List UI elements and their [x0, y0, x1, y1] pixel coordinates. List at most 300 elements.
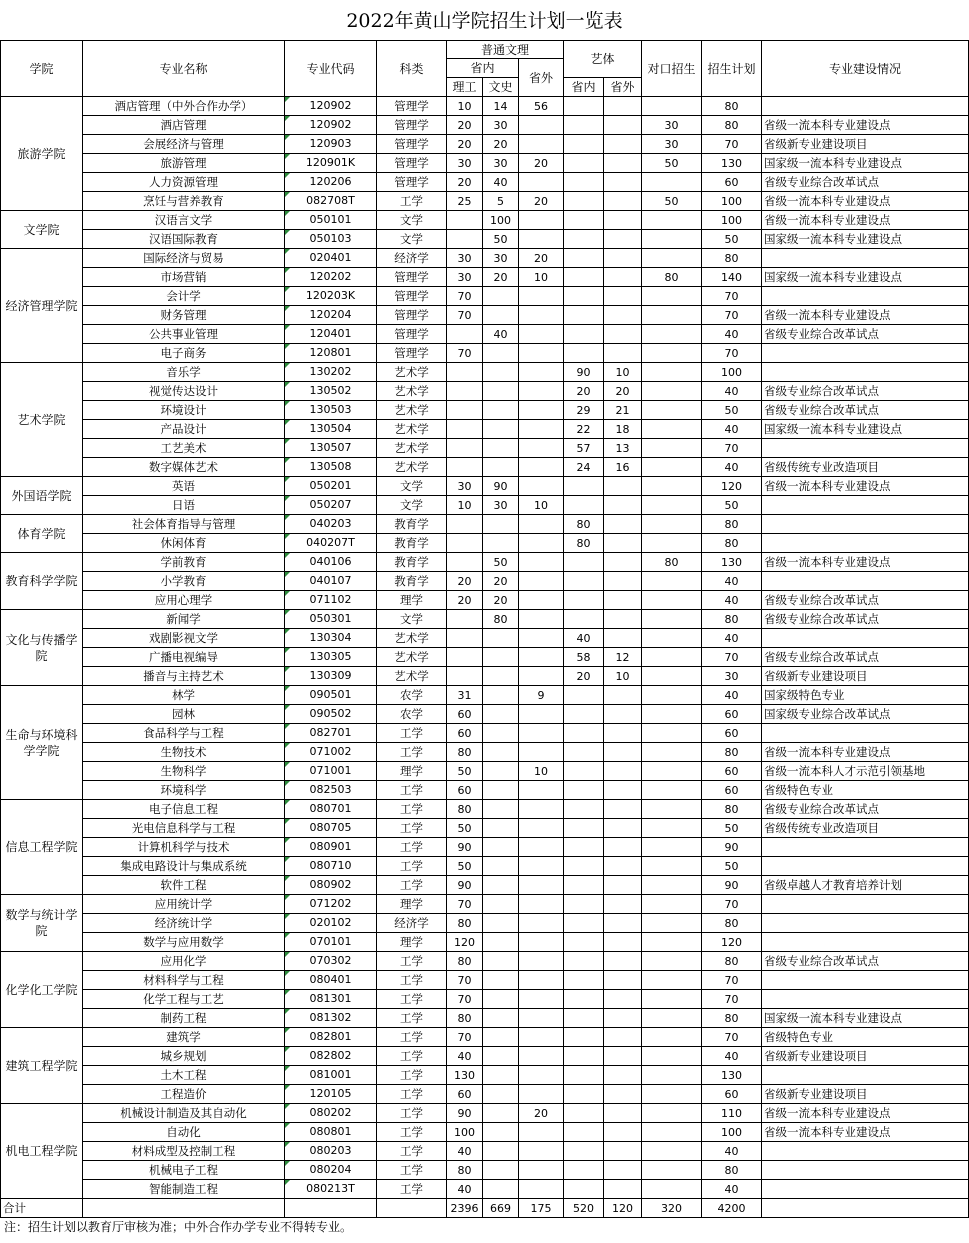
duikou-cell — [642, 1180, 702, 1199]
construction-cell — [762, 97, 969, 116]
construction-cell: 省级卓越人才教育培养计划 — [762, 876, 969, 895]
art-inprov-cell — [564, 800, 604, 819]
category-cell: 农学 — [377, 686, 447, 705]
major-cell: 财务管理 — [83, 306, 285, 325]
plan-cell: 80 — [702, 914, 762, 933]
outprov-cell — [519, 952, 564, 971]
major-cell: 生物科学 — [83, 762, 285, 781]
outprov-cell — [519, 971, 564, 990]
arts-cell — [483, 743, 519, 762]
art-inprov-cell — [564, 933, 604, 952]
duikou-cell — [642, 211, 702, 230]
category-cell: 艺术学 — [377, 648, 447, 667]
art-inprov-cell — [564, 743, 604, 762]
construction-cell — [762, 534, 969, 553]
major-cell: 工艺美术 — [83, 439, 285, 458]
category-cell: 管理学 — [377, 287, 447, 306]
code-cell: 080213T — [285, 1180, 377, 1199]
arts-cell: 30 — [483, 496, 519, 515]
arts-cell — [483, 363, 519, 382]
duikou-cell — [642, 990, 702, 1009]
art-outprov-cell — [604, 97, 642, 116]
arts-cell — [483, 382, 519, 401]
outprov-cell — [519, 1142, 564, 1161]
art-outprov-cell — [604, 515, 642, 534]
construction-cell — [762, 914, 969, 933]
header-science: 理工 — [447, 78, 483, 97]
plan-cell: 100 — [702, 363, 762, 382]
arts-cell — [483, 1161, 519, 1180]
table-row — [1, 401, 969, 420]
outprov-cell — [519, 857, 564, 876]
category-cell: 工学 — [377, 1161, 447, 1180]
duikou-cell — [642, 534, 702, 553]
college-cell: 体育学院 — [1, 515, 83, 553]
plan-cell: 80 — [702, 610, 762, 629]
art-outprov-cell — [604, 914, 642, 933]
plan-cell: 70 — [702, 1028, 762, 1047]
art-inprov-cell — [564, 1066, 604, 1085]
outprov-cell — [519, 420, 564, 439]
science-cell: 60 — [447, 781, 483, 800]
plan-cell: 40 — [702, 591, 762, 610]
table-row — [1, 325, 969, 344]
art-inprov-cell — [564, 857, 604, 876]
code-cell: 050103 — [285, 230, 377, 249]
science-cell — [447, 667, 483, 686]
construction-cell: 省级专业综合改革试点 — [762, 591, 969, 610]
art-inprov-cell — [564, 1047, 604, 1066]
science-cell: 90 — [447, 838, 483, 857]
art-outprov-cell — [604, 249, 642, 268]
construction-cell — [762, 1161, 969, 1180]
header-major: 专业名称 — [83, 41, 285, 97]
major-cell: 智能制造工程 — [83, 1180, 285, 1199]
duikou-cell — [642, 1104, 702, 1123]
duikou-cell — [642, 743, 702, 762]
art-inprov-cell — [564, 268, 604, 287]
duikou-cell — [642, 97, 702, 116]
outprov-cell: 10 — [519, 762, 564, 781]
construction-cell: 省级一流本科专业建设点 — [762, 1123, 969, 1142]
outprov-cell — [519, 1161, 564, 1180]
duikou-cell — [642, 458, 702, 477]
code-cell: 080204 — [285, 1161, 377, 1180]
art-outprov-cell — [604, 724, 642, 743]
major-cell: 公共事业管理 — [83, 325, 285, 344]
table-row — [1, 515, 969, 534]
plan-cell: 70 — [702, 971, 762, 990]
art-inprov-cell — [564, 306, 604, 325]
art-outprov-cell — [604, 287, 642, 306]
major-cell: 材料科学与工程 — [83, 971, 285, 990]
arts-cell: 14 — [483, 97, 519, 116]
art-inprov-cell — [564, 154, 604, 173]
science-cell: 70 — [447, 306, 483, 325]
plan-cell: 100 — [702, 211, 762, 230]
construction-cell: 国家级一流本科专业建设点 — [762, 230, 969, 249]
code-cell: 130305 — [285, 648, 377, 667]
art-outprov-cell — [604, 705, 642, 724]
major-cell: 化学工程与工艺 — [83, 990, 285, 1009]
table-row — [1, 1066, 969, 1085]
category-cell: 艺术学 — [377, 629, 447, 648]
table-row — [1, 743, 969, 762]
outprov-cell — [519, 515, 564, 534]
college-cell: 外国语学院 — [1, 477, 83, 515]
arts-cell — [483, 876, 519, 895]
college-cell: 文学院 — [1, 211, 83, 249]
table-row — [1, 952, 969, 971]
arts-cell: 20 — [483, 591, 519, 610]
duikou-cell — [642, 1028, 702, 1047]
outprov-cell: 20 — [519, 1104, 564, 1123]
plan-cell: 30 — [702, 667, 762, 686]
plan-cell: 60 — [702, 762, 762, 781]
category-cell: 管理学 — [377, 116, 447, 135]
major-cell: 制药工程 — [83, 1009, 285, 1028]
category-cell: 艺术学 — [377, 420, 447, 439]
arts-cell: 90 — [483, 477, 519, 496]
outprov-cell — [519, 819, 564, 838]
art-outprov-cell — [604, 857, 642, 876]
code-cell: 050101 — [285, 211, 377, 230]
arts-cell — [483, 287, 519, 306]
code-cell: 130502 — [285, 382, 377, 401]
construction-cell: 省级专业综合改革试点 — [762, 401, 969, 420]
art-inprov-cell — [564, 971, 604, 990]
code-cell: 050207 — [285, 496, 377, 515]
code-cell: 082701 — [285, 724, 377, 743]
art-outprov-cell — [604, 686, 642, 705]
duikou-cell — [642, 819, 702, 838]
art-outprov-cell — [604, 762, 642, 781]
art-outprov-cell — [604, 135, 642, 154]
category-cell: 艺术学 — [377, 667, 447, 686]
plan-cell: 40 — [702, 686, 762, 705]
major-cell: 戏剧影视文学 — [83, 629, 285, 648]
art-outprov-cell — [604, 743, 642, 762]
major-cell: 机械电子工程 — [83, 1161, 285, 1180]
arts-cell — [483, 1009, 519, 1028]
table-row — [1, 686, 969, 705]
art-outprov-cell — [604, 306, 642, 325]
arts-cell — [483, 1066, 519, 1085]
table-row — [1, 800, 969, 819]
code-cell: 050301 — [285, 610, 377, 629]
college-cell: 文化与传播学院 — [1, 610, 83, 686]
major-cell: 学前教育 — [83, 553, 285, 572]
college-cell: 化学化工学院 — [1, 952, 83, 1028]
footnote: 注：招生计划以教育厅审核为准；中外合作办学专业不得转专业。 — [4, 1220, 353, 1234]
college-cell: 数学与统计学院 — [1, 895, 83, 952]
plan-cell: 90 — [702, 876, 762, 895]
header-art-outprov: 省外 — [604, 78, 642, 97]
duikou-cell — [642, 1085, 702, 1104]
art-inprov-cell — [564, 173, 604, 192]
duikou-cell — [642, 800, 702, 819]
table-row — [1, 819, 969, 838]
table-row — [1, 458, 969, 477]
art-inprov-cell: 22 — [564, 420, 604, 439]
plan-cell: 80 — [702, 1009, 762, 1028]
major-cell: 城乡规划 — [83, 1047, 285, 1066]
art-outprov-cell — [604, 838, 642, 857]
construction-cell — [762, 990, 969, 1009]
plan-cell: 140 — [702, 268, 762, 287]
major-cell: 英语 — [83, 477, 285, 496]
art-outprov-cell — [604, 344, 642, 363]
category-cell: 工学 — [377, 857, 447, 876]
code-cell: 120203K — [285, 287, 377, 306]
construction-cell: 省级一流本科专业建设点 — [762, 1104, 969, 1123]
enrollment-plan-table — [0, 40, 969, 1218]
category-cell: 管理学 — [377, 154, 447, 173]
major-cell: 会计学 — [83, 287, 285, 306]
category-cell: 教育学 — [377, 515, 447, 534]
arts-cell — [483, 724, 519, 743]
duikou-cell — [642, 629, 702, 648]
duikou-cell — [642, 249, 702, 268]
arts-cell: 20 — [483, 572, 519, 591]
art-inprov-cell — [564, 686, 604, 705]
science-cell: 100 — [447, 1123, 483, 1142]
arts-cell — [483, 971, 519, 990]
construction-cell: 国家级一流本科专业建设点 — [762, 1009, 969, 1028]
plan-cell: 90 — [702, 838, 762, 857]
art-inprov-cell: 20 — [564, 382, 604, 401]
art-outprov-cell: 10 — [604, 667, 642, 686]
plan-cell: 40 — [702, 1047, 762, 1066]
science-cell: 70 — [447, 971, 483, 990]
arts-cell — [483, 648, 519, 667]
major-cell: 播音与主持艺术 — [83, 667, 285, 686]
table-row — [1, 629, 969, 648]
major-cell: 计算机科学与技术 — [83, 838, 285, 857]
art-outprov-cell — [604, 173, 642, 192]
major-cell: 机械设计制造及其自动化 — [83, 1104, 285, 1123]
major-cell: 音乐学 — [83, 363, 285, 382]
code-cell: 130309 — [285, 667, 377, 686]
science-cell: 60 — [447, 1085, 483, 1104]
major-cell: 园林 — [83, 705, 285, 724]
code-cell: 120902 — [285, 97, 377, 116]
category-cell: 工学 — [377, 952, 447, 971]
outprov-cell — [519, 572, 564, 591]
art-outprov-cell — [604, 971, 642, 990]
plan-cell: 40 — [702, 458, 762, 477]
outprov-cell — [519, 724, 564, 743]
header-duikou: 对口招生 — [642, 41, 702, 97]
science-cell: 80 — [447, 952, 483, 971]
art-inprov-cell — [564, 990, 604, 1009]
category-cell: 管理学 — [377, 97, 447, 116]
outprov-cell — [519, 344, 564, 363]
art-outprov-cell — [604, 591, 642, 610]
science-cell: 80 — [447, 743, 483, 762]
art-outprov-cell — [604, 781, 642, 800]
outprov-cell — [519, 629, 564, 648]
total-art-outprov: 120 — [604, 1199, 642, 1218]
category-cell: 管理学 — [377, 306, 447, 325]
plan-cell: 60 — [702, 1085, 762, 1104]
major-cell: 小学教育 — [83, 572, 285, 591]
art-outprov-cell — [604, 211, 642, 230]
major-cell: 社会体育指导与管理 — [83, 515, 285, 534]
plan-cell: 50 — [702, 857, 762, 876]
major-cell: 汉语言文学 — [83, 211, 285, 230]
total-arts: 669 — [483, 1199, 519, 1218]
major-cell: 土木工程 — [83, 1066, 285, 1085]
art-inprov-cell — [564, 97, 604, 116]
art-outprov-cell — [604, 1085, 642, 1104]
science-cell: 90 — [447, 876, 483, 895]
plan-cell: 50 — [702, 401, 762, 420]
arts-cell — [483, 990, 519, 1009]
outprov-cell — [519, 401, 564, 420]
table-row — [1, 1142, 969, 1161]
duikou-cell — [642, 363, 702, 382]
category-cell: 理学 — [377, 762, 447, 781]
total-plan: 4200 — [702, 1199, 762, 1218]
duikou-cell — [642, 401, 702, 420]
category-cell: 管理学 — [377, 344, 447, 363]
construction-cell: 省级传统专业改造项目 — [762, 458, 969, 477]
duikou-cell — [642, 781, 702, 800]
plan-cell: 80 — [702, 249, 762, 268]
table-row — [1, 553, 969, 572]
total-art-inprov: 520 — [564, 1199, 604, 1218]
table-row — [1, 1180, 969, 1199]
category-cell: 工学 — [377, 1047, 447, 1066]
science-cell — [447, 610, 483, 629]
code-cell: 071202 — [285, 895, 377, 914]
duikou-cell — [642, 857, 702, 876]
duikou-cell — [642, 705, 702, 724]
art-outprov-cell — [604, 610, 642, 629]
art-inprov-cell — [564, 1009, 604, 1028]
art-outprov-cell — [604, 325, 642, 344]
art-inprov-cell — [564, 192, 604, 211]
category-cell: 艺术学 — [377, 458, 447, 477]
plan-cell: 80 — [702, 800, 762, 819]
category-cell: 工学 — [377, 838, 447, 857]
construction-cell — [762, 895, 969, 914]
science-cell: 20 — [447, 173, 483, 192]
arts-cell — [483, 344, 519, 363]
outprov-cell — [519, 1066, 564, 1085]
science-cell — [447, 629, 483, 648]
science-cell: 10 — [447, 97, 483, 116]
arts-cell — [483, 629, 519, 648]
art-outprov-cell: 21 — [604, 401, 642, 420]
major-cell: 数字媒体艺术 — [83, 458, 285, 477]
table-row — [1, 762, 969, 781]
art-inprov-cell — [564, 1085, 604, 1104]
science-cell: 70 — [447, 1028, 483, 1047]
art-outprov-cell: 10 — [604, 363, 642, 382]
arts-cell — [483, 781, 519, 800]
header-construction: 专业建设情况 — [762, 41, 969, 97]
arts-cell — [483, 667, 519, 686]
science-cell: 60 — [447, 705, 483, 724]
category-cell: 理学 — [377, 591, 447, 610]
arts-cell: 50 — [483, 553, 519, 572]
major-cell: 国际经济与贸易 — [83, 249, 285, 268]
science-cell: 60 — [447, 724, 483, 743]
science-cell — [447, 230, 483, 249]
outprov-cell — [519, 306, 564, 325]
outprov-cell: 20 — [519, 249, 564, 268]
plan-cell: 70 — [702, 306, 762, 325]
science-cell — [447, 211, 483, 230]
code-cell: 070101 — [285, 933, 377, 952]
art-outprov-cell: 18 — [604, 420, 642, 439]
science-cell: 70 — [447, 895, 483, 914]
total-science: 2396 — [447, 1199, 483, 1218]
outprov-cell — [519, 363, 564, 382]
art-outprov-cell — [604, 154, 642, 173]
code-cell: 040106 — [285, 553, 377, 572]
major-cell: 人力资源管理 — [83, 173, 285, 192]
plan-cell: 50 — [702, 819, 762, 838]
arts-cell: 40 — [483, 325, 519, 344]
major-cell: 产品设计 — [83, 420, 285, 439]
arts-cell — [483, 686, 519, 705]
arts-cell — [483, 420, 519, 439]
arts-cell — [483, 1104, 519, 1123]
category-cell: 工学 — [377, 1180, 447, 1199]
major-cell: 环境设计 — [83, 401, 285, 420]
outprov-cell: 10 — [519, 268, 564, 287]
art-inprov-cell — [564, 553, 604, 572]
outprov-cell — [519, 781, 564, 800]
code-cell: 130202 — [285, 363, 377, 382]
duikou-cell — [642, 230, 702, 249]
duikou-cell: 30 — [642, 135, 702, 154]
science-cell: 20 — [447, 591, 483, 610]
table-row — [1, 135, 969, 154]
major-cell: 电子商务 — [83, 344, 285, 363]
code-cell: 120202 — [285, 268, 377, 287]
art-outprov-cell — [604, 1009, 642, 1028]
art-inprov-cell: 20 — [564, 667, 604, 686]
arts-cell — [483, 1123, 519, 1142]
science-cell: 40 — [447, 1047, 483, 1066]
duikou-cell: 50 — [642, 192, 702, 211]
category-cell: 工学 — [377, 743, 447, 762]
duikou-cell — [642, 838, 702, 857]
plan-cell: 50 — [702, 230, 762, 249]
code-cell: 120401 — [285, 325, 377, 344]
construction-cell: 省级一流本科专业建设点 — [762, 743, 969, 762]
art-inprov-cell — [564, 1028, 604, 1047]
plan-cell: 80 — [702, 515, 762, 534]
table-row — [1, 363, 969, 382]
plan-cell: 40 — [702, 325, 762, 344]
category-cell: 工学 — [377, 1104, 447, 1123]
science-cell: 25 — [447, 192, 483, 211]
outprov-cell — [519, 895, 564, 914]
outprov-cell — [519, 287, 564, 306]
construction-cell: 国家级专业综合改革试点 — [762, 705, 969, 724]
arts-cell — [483, 1142, 519, 1161]
plan-cell: 120 — [702, 933, 762, 952]
art-inprov-cell — [564, 1180, 604, 1199]
outprov-cell — [519, 1028, 564, 1047]
outprov-cell — [519, 1047, 564, 1066]
construction-cell — [762, 1180, 969, 1199]
